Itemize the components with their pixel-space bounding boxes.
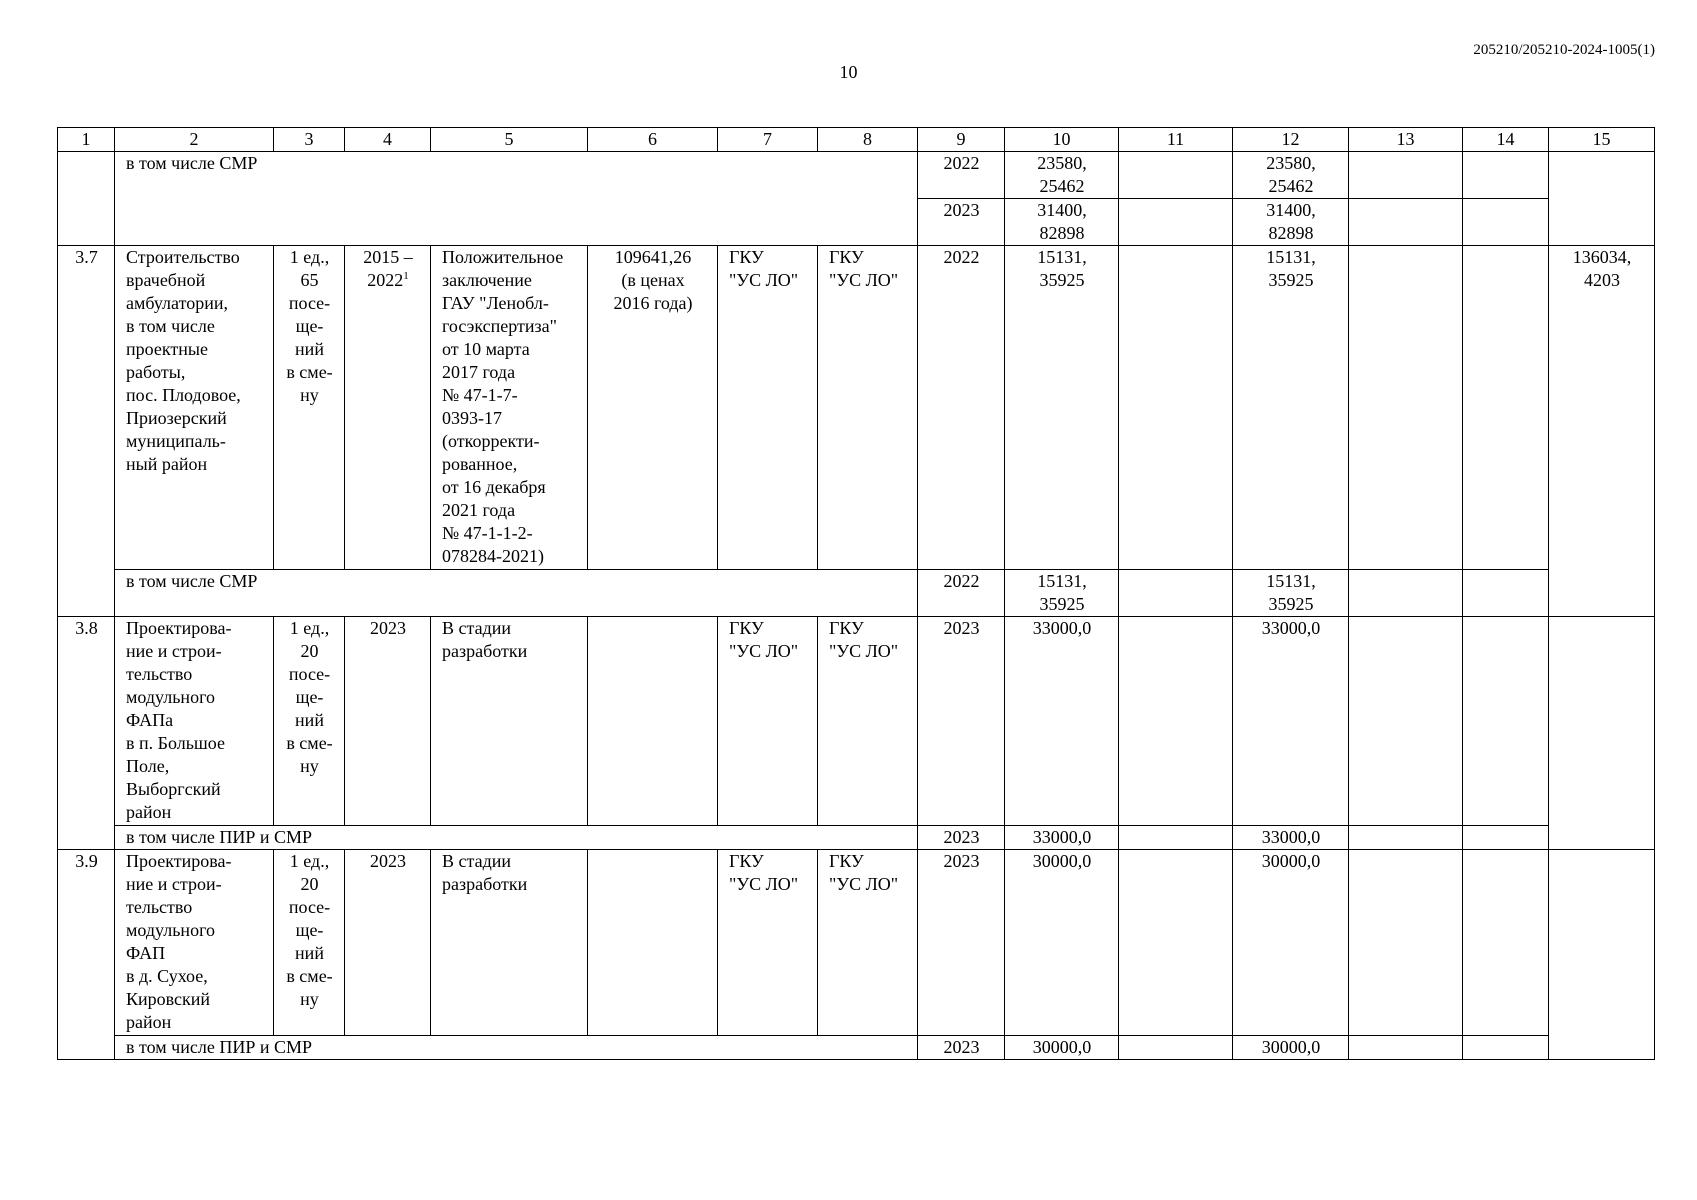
column-number: 10 bbox=[1005, 128, 1119, 152]
capacity-cell: 1 ед., 65 посе- ще- ний в сме- ну bbox=[274, 246, 345, 570]
empty-cell bbox=[1463, 152, 1549, 199]
row-number-cell: 3.9 bbox=[58, 850, 115, 1060]
empty-cell bbox=[1119, 850, 1233, 1036]
empty-cell bbox=[1349, 199, 1463, 246]
row-number-cell: 3.8 bbox=[58, 617, 115, 850]
column-number: 5 bbox=[431, 128, 588, 152]
empty-cell bbox=[1349, 152, 1463, 199]
table-row bbox=[58, 152, 1655, 199]
empty-cell bbox=[1119, 617, 1233, 826]
column-number: 13 bbox=[1349, 128, 1463, 152]
amount-cell: 33000,0 bbox=[1005, 617, 1119, 826]
page-number: 10 bbox=[839, 62, 858, 82]
empty-cell bbox=[1349, 826, 1463, 850]
empty-cell bbox=[1119, 1036, 1233, 1060]
empty-cell bbox=[1463, 826, 1549, 850]
amount-cell: 15131, 35925 bbox=[1233, 570, 1349, 617]
year-cell: 2023 bbox=[918, 850, 1005, 1036]
column-number: 3 bbox=[274, 128, 345, 152]
cost-cell: 109641,26 (в ценах 2016 года) bbox=[588, 246, 718, 570]
period-cell bbox=[345, 246, 431, 570]
empty-cell bbox=[588, 850, 718, 1036]
amount-cell: 23580, 25462 bbox=[1233, 152, 1349, 199]
column-number: 12 bbox=[1233, 128, 1349, 152]
empty-cell bbox=[1349, 246, 1463, 570]
empty-cell bbox=[1463, 570, 1549, 617]
sub-label-cell: в том числе СМР bbox=[115, 152, 918, 246]
amount-cell: 30000,0 bbox=[1005, 850, 1119, 1036]
empty-cell bbox=[1119, 152, 1233, 199]
empty-cell bbox=[1119, 246, 1233, 570]
empty-cell bbox=[1549, 152, 1655, 246]
column-number: 7 bbox=[718, 128, 818, 152]
table-row bbox=[58, 826, 1655, 850]
empty-cell bbox=[1119, 570, 1233, 617]
year-cell: 2022 bbox=[918, 246, 1005, 570]
empty-cell bbox=[1463, 850, 1549, 1036]
empty-cell bbox=[1549, 617, 1655, 850]
object-name-cell: Строительство врачебной амбулатории, в том числе проектные работы, пос. Плодовое, Приозерский муниципаль- ный район bbox=[115, 246, 274, 570]
contractor-cell: ГКУ "УС ЛО" bbox=[818, 246, 918, 570]
document-cell: В стадии разработки bbox=[431, 850, 588, 1036]
empty-cell bbox=[1463, 199, 1549, 246]
amount-cell: 15131, 35925 bbox=[1233, 246, 1349, 570]
column-number: 1 bbox=[58, 128, 115, 152]
year-cell: 2022 bbox=[918, 570, 1005, 617]
table-row bbox=[58, 617, 1655, 826]
document-cell: Положительное заключение ГАУ "Ленобл- госэкспертиза" от 10 марта 2017 года № 47-1-7- 0393-17 (откорректи- рованное, от 16 декабря 2021 года № 47-1-1-2- 078284-2021) bbox=[431, 246, 588, 570]
row-number-cell bbox=[58, 152, 115, 246]
amount-cell: 33000,0 bbox=[1233, 617, 1349, 826]
table-row bbox=[58, 246, 1655, 570]
column-number: 15 bbox=[1549, 128, 1655, 152]
sub-label-cell: в том числе СМР bbox=[115, 570, 918, 617]
sub-label-cell: в том числе ПИР и СМР bbox=[115, 1036, 918, 1060]
amount-cell: 30000,0 bbox=[1005, 1036, 1119, 1060]
column-number: 14 bbox=[1463, 128, 1549, 152]
year-cell: 2023 bbox=[918, 617, 1005, 826]
column-number: 8 bbox=[818, 128, 918, 152]
document-cell: В стадии разработки bbox=[431, 617, 588, 826]
amount-cell: 33000,0 bbox=[1233, 826, 1349, 850]
column-number: 9 bbox=[918, 128, 1005, 152]
period-text: 2015 – 2022 bbox=[363, 247, 413, 290]
amount-cell: 23580, 25462 bbox=[1005, 152, 1119, 199]
column-number: 11 bbox=[1119, 128, 1233, 152]
empty-cell bbox=[1463, 1036, 1549, 1060]
row-number-cell: 3.7 bbox=[58, 246, 115, 617]
year-cell: 2022 bbox=[918, 152, 1005, 199]
object-name-cell: Проектирова- ние и строи- тельство модульного ФАП в д. Сухое, Кировский район bbox=[115, 850, 274, 1036]
amount-cell: 30000,0 bbox=[1233, 850, 1349, 1036]
amount-cell: 31400, 82898 bbox=[1233, 199, 1349, 246]
empty-cell bbox=[1463, 246, 1549, 570]
year-cell: 2023 bbox=[918, 199, 1005, 246]
document-id: 205210/205210-2024-1005(1) bbox=[1473, 42, 1655, 58]
capacity-cell: 1 ед., 20 посе- ще- ний в сме- ну bbox=[274, 850, 345, 1036]
header-row bbox=[58, 128, 1655, 152]
empty-cell bbox=[1349, 850, 1463, 1036]
column-number: 2 bbox=[115, 128, 274, 152]
empty-cell bbox=[1349, 1036, 1463, 1060]
period-cell: 2023 bbox=[345, 850, 431, 1036]
total-cell: 136034, 4203 bbox=[1549, 246, 1655, 617]
capacity-cell: 1 ед., 20 посе- ще- ний в сме- ну bbox=[274, 617, 345, 826]
customer-cell: ГКУ "УС ЛО" bbox=[718, 617, 818, 826]
amount-cell: 31400, 82898 bbox=[1005, 199, 1119, 246]
customer-cell: ГКУ "УС ЛО" bbox=[718, 246, 818, 570]
sub-label-cell: в том числе ПИР и СМР bbox=[115, 826, 918, 850]
table-row bbox=[58, 570, 1655, 617]
object-name-cell: Проектирова- ние и строи- тельство модульного ФАПа в п. Большое Поле, Выборгский район bbox=[115, 617, 274, 826]
amount-cell: 30000,0 bbox=[1233, 1036, 1349, 1060]
contractor-cell: ГКУ "УС ЛО" bbox=[818, 617, 918, 826]
column-number: 4 bbox=[345, 128, 431, 152]
table-row bbox=[58, 1036, 1655, 1060]
amount-cell: 15131, 35925 bbox=[1005, 246, 1119, 570]
table-row bbox=[58, 850, 1655, 1036]
amount-cell: 33000,0 bbox=[1005, 826, 1119, 850]
empty-cell bbox=[1463, 617, 1549, 826]
empty-cell bbox=[1119, 199, 1233, 246]
amount-cell: 15131, 35925 bbox=[1005, 570, 1119, 617]
footnote-mark: 1 bbox=[403, 270, 409, 282]
period-cell: 2023 bbox=[345, 617, 431, 826]
empty-cell bbox=[1549, 850, 1655, 1060]
year-cell: 2023 bbox=[918, 826, 1005, 850]
column-number: 6 bbox=[588, 128, 718, 152]
empty-cell bbox=[1349, 570, 1463, 617]
empty-cell bbox=[1349, 617, 1463, 826]
empty-cell bbox=[588, 617, 718, 826]
program-table bbox=[57, 127, 1655, 1060]
contractor-cell: ГКУ "УС ЛО" bbox=[818, 850, 918, 1036]
empty-cell bbox=[1119, 826, 1233, 850]
year-cell: 2023 bbox=[918, 1036, 1005, 1060]
customer-cell: ГКУ "УС ЛО" bbox=[718, 850, 818, 1036]
